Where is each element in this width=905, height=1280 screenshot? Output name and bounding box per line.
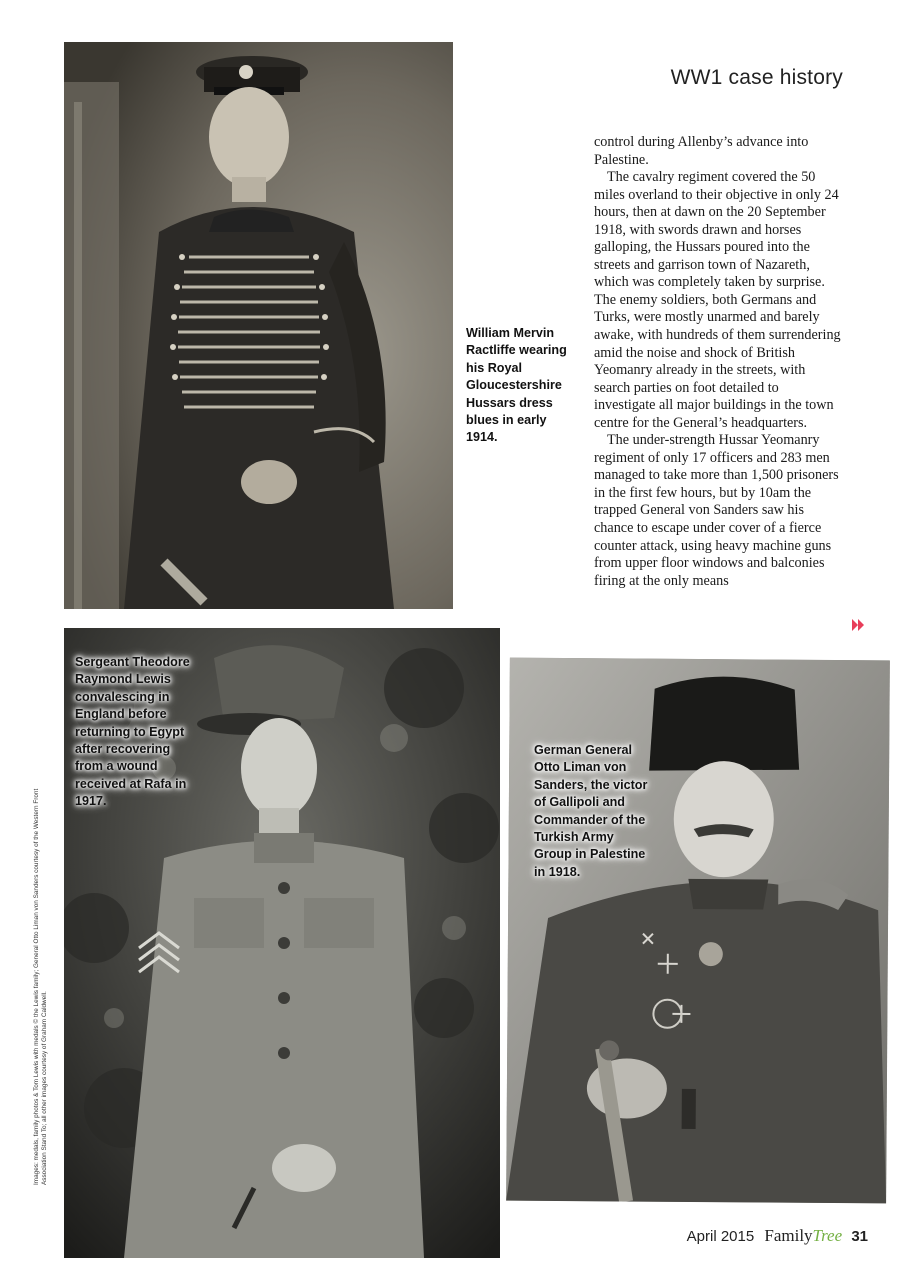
article-paragraph: control during Allenby’s advance into Palestine. (594, 134, 809, 168)
article-paragraph: The under-strength Hussar Yeomanry regiment of only 17 officers and 283 men managed to take more than 1,500 prisoners in the first few hours, but by 10am the trapped General von Sanders saw his chance to escape under cover of a fierce counter attack, using heavy machine guns from upper floor windows and balconies firing at the only means (594, 432, 839, 589)
magazine-name-tree: Tree (812, 1226, 843, 1245)
photo-credit: Images: medals, family photos & Tom Lewis with medals © the Lewis family; General Otto Liman von Sanders courtesy of the Western Front Association Stand To; all other images courtesy of Graham Caldwell. (33, 788, 48, 1185)
page-footer (687, 1226, 868, 1246)
continue-arrow-icon (850, 617, 866, 633)
issue-date: April 2015 (686, 1228, 755, 1245)
photo-ractliffe (64, 42, 453, 609)
article-paragraph: The cavalry regiment covered the 50 miles overland to their objective in only 24 hours, then at dawn on the 20 September 1918, with swords drawn and horses galloping, the Hussars poured into the streets and garrison town of Nazareth, which was completely taken by surprise. The enemy soldiers, both Germans and Turks, were mostly unarmed and barely awake, with hundreds of them surrendering amid the noise and shock of British Yeomanry already in the streets, with search parties on foot detailed to investigate all major buildings in the town centre for the General’s headquarters. (594, 169, 841, 431)
section-title: WW1 case history (670, 66, 843, 89)
article-body (594, 134, 842, 590)
caption-von-sanders: German General Otto Liman von Sanders, the victor of Gallipoli and Commander of the Turkish Army Group in Palestine in 1918. (534, 743, 648, 879)
page-number: 31 (851, 1228, 868, 1245)
photo-von-sanders (506, 658, 890, 1204)
caption-lewis: Sergeant Theodore Raymond Lewis convalescing in England before returning to Egypt after recovering from a wound received at Rafa in 1917. (75, 655, 190, 809)
caption-ractliffe: William Mervin Ractliffe wearing his Royal Gloucestershire Hussars dress blues in early 1914. (466, 326, 567, 445)
magazine-name-family: Family (764, 1226, 813, 1245)
